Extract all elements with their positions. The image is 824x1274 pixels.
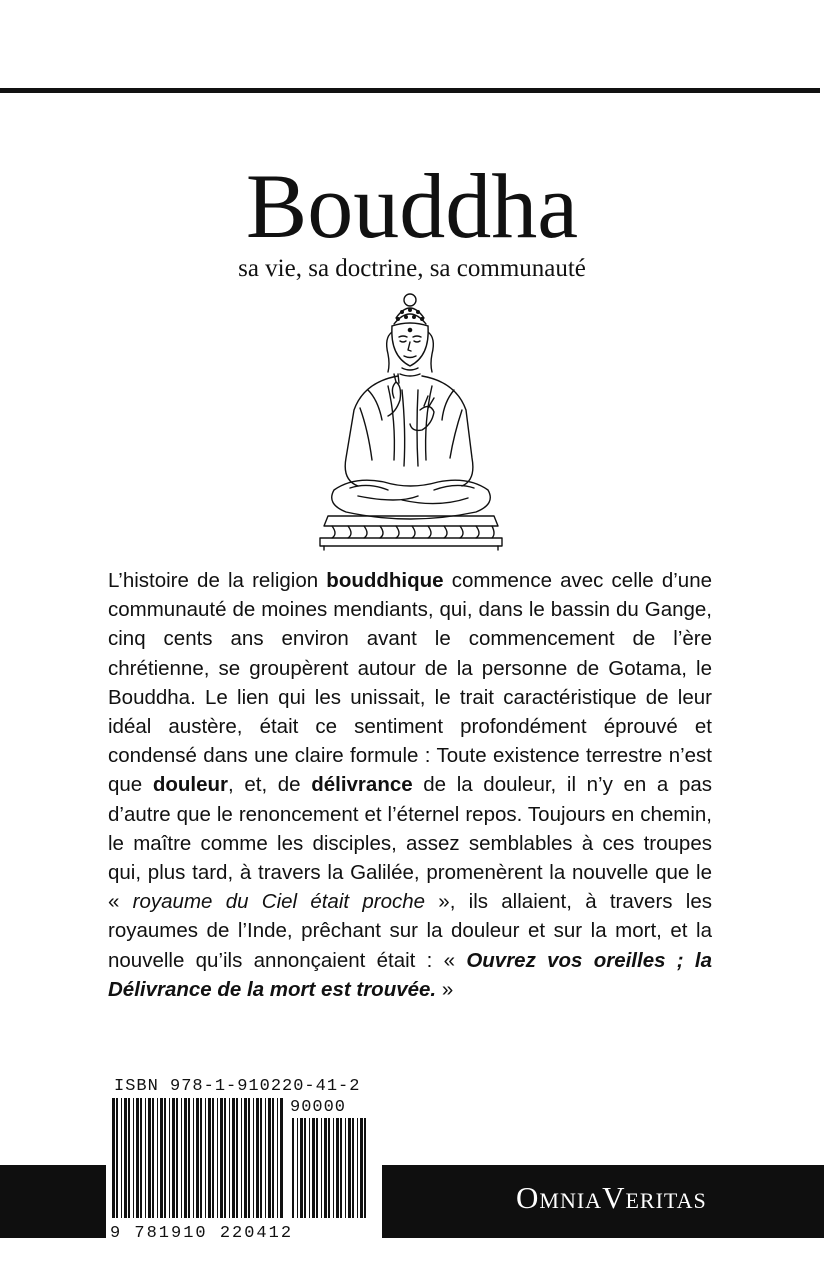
barcode-bar — [157, 1098, 158, 1218]
publisher-cap: V — [602, 1180, 626, 1215]
barcode-bar — [316, 1118, 318, 1218]
publisher-word: MNIA — [539, 1188, 603, 1213]
price-code: 90000 — [290, 1098, 347, 1117]
barcode-bar — [260, 1098, 262, 1218]
barcode-bar — [236, 1098, 238, 1218]
barcode-bar — [321, 1118, 322, 1218]
blurb-text: commence avec celle d’une communauté de moines mendiants, qui, dans le bassin du Gange, cinq cents ans environ avant le commencement de l’ère chrétienne, se groupèrent autour de la personne de Gotama, le Bouddha. Le lien qui les unissait, le trait caractéristique de leur idéal austère, était ce sentiment profondément éprouvé et condensé dans une claire formule : Toute existence terrestre n’est que — [108, 569, 712, 797]
barcode-bar — [136, 1098, 139, 1218]
barcode-bar — [112, 1098, 115, 1218]
book-subtitle: sa vie, sa doctrine, sa communauté — [238, 255, 586, 282]
barcode-bar — [181, 1098, 182, 1218]
barcode-bar — [196, 1098, 199, 1218]
barcode-bar — [220, 1098, 223, 1218]
barcode-bar — [212, 1098, 214, 1218]
barcode-bar — [232, 1098, 235, 1218]
barcode-bar — [229, 1098, 230, 1218]
barcode-bar — [312, 1118, 315, 1218]
barcode-bar — [345, 1118, 346, 1218]
top-rule — [0, 88, 820, 93]
barcode-bar — [241, 1098, 242, 1218]
barcode-bar — [160, 1098, 163, 1218]
barcode-bar — [297, 1118, 298, 1218]
barcode-bar — [328, 1118, 330, 1218]
ean-digits: 9 781910 220412 — [110, 1224, 294, 1243]
barcode-bar — [253, 1098, 254, 1218]
barcode-bar — [280, 1098, 283, 1218]
barcode-bar — [309, 1118, 310, 1218]
ean-barcode — [112, 1098, 284, 1218]
blurb-bold-italic-quote: Ouvrez vos oreilles ; la Délivrance de la mort est trouvée. — [108, 948, 712, 1001]
barcode-bar — [188, 1098, 190, 1218]
barcode-bar — [116, 1098, 118, 1218]
barcode-bar — [336, 1118, 339, 1218]
publisher-cap: O — [516, 1180, 540, 1215]
barcode-bar — [352, 1118, 354, 1218]
blurb-text: », ils allaient, à travers les royaumes de l’Inde, prêchant sur la douleur et sur la mort, et la nouvelle qu’ils annonçaient était : « — [108, 890, 712, 972]
barcode-bar — [205, 1098, 206, 1218]
barcode-bar — [324, 1118, 327, 1218]
barcode-bar — [140, 1098, 142, 1218]
barcode-bar — [152, 1098, 154, 1218]
barcode-bar — [145, 1098, 146, 1218]
seated-buddha-illustration — [298, 290, 524, 552]
blurb-text: de la douleur, il n’y en a pas d’autre que le renoncement et l’éternel repos. Toujours en chemin, le maître comme les disciples, assez semblables à ces troupes qui, plus tard, à travers la Galilée, promenèrent la nouvelle que le « — [108, 773, 712, 914]
blurb-text: L’histoire de la religion — [108, 569, 327, 592]
barcode-bar — [292, 1118, 294, 1218]
barcode-bar — [300, 1118, 303, 1218]
barcode-bar — [164, 1098, 166, 1218]
blurb-bold: bouddhique — [326, 569, 444, 592]
blurb-bold: douleur — [152, 773, 229, 797]
barcode-bar — [357, 1118, 358, 1218]
barcode-bar — [200, 1098, 202, 1218]
barcode-bar — [224, 1098, 226, 1218]
barcode-bar — [364, 1118, 366, 1218]
blurb-text: , et, de — [228, 773, 312, 797]
publisher-word: ERITAS — [625, 1188, 707, 1213]
barcode-bar — [184, 1098, 187, 1218]
barcode-bar — [133, 1098, 134, 1218]
barcode-bar — [265, 1098, 266, 1218]
barcode-bar — [208, 1098, 211, 1218]
barcode-bar — [333, 1118, 334, 1218]
addon-barcode — [292, 1118, 368, 1218]
barcode-bar — [217, 1098, 218, 1218]
blurb-italic: royaume du Ciel était proche — [132, 890, 426, 914]
barcode-bar — [124, 1098, 127, 1218]
back-cover-blurb — [108, 566, 712, 1004]
blurb-bold: délivrance — [311, 773, 413, 797]
barcode-bar — [244, 1098, 247, 1218]
barcode-bar — [169, 1098, 170, 1218]
barcode-bar — [360, 1118, 363, 1218]
barcode-bar — [272, 1098, 274, 1218]
blurb-text: » — [436, 977, 454, 1001]
barcode-bar — [148, 1098, 151, 1218]
barcode-bar — [304, 1118, 306, 1218]
barcode-bar — [172, 1098, 175, 1218]
barcode-bar — [277, 1098, 278, 1218]
publisher-logo — [516, 1180, 726, 1216]
barcode-bar — [248, 1098, 250, 1218]
barcode-bar — [268, 1098, 271, 1218]
barcode-bar — [193, 1098, 194, 1218]
barcode-bar — [348, 1118, 351, 1218]
barcode-bar — [340, 1118, 342, 1218]
barcode-bar — [121, 1098, 122, 1218]
book-title: Bouddha — [245, 155, 579, 257]
isbn-label: ISBN 978-1-910220-41-2 — [114, 1077, 361, 1096]
barcode-bar — [128, 1098, 130, 1218]
barcode-bar — [256, 1098, 259, 1218]
barcode-bar — [176, 1098, 178, 1218]
